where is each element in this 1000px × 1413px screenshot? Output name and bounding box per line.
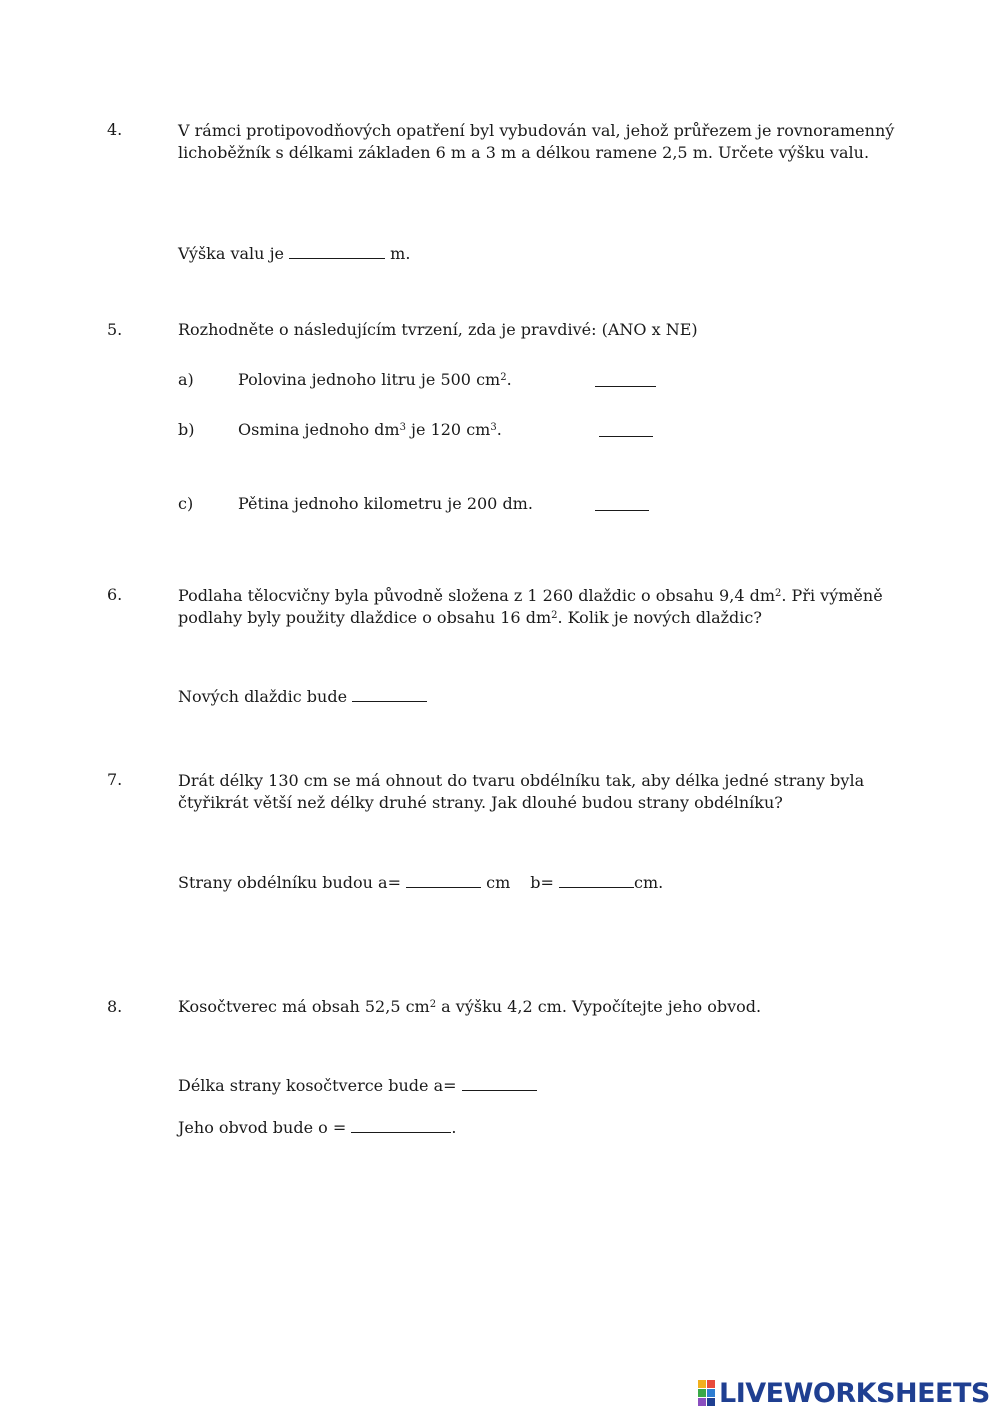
question-6-answer-blank[interactable] (352, 687, 427, 702)
question-6-line-2-part-1: podlahy byly použity dlaždice o obsahu 16 dm (178, 608, 552, 627)
question-6-line-2 (178, 607, 883, 629)
question-6-superscript-2: 2 (551, 610, 558, 621)
question-5c-statement: Pětina jednoho kilometru je 200 dm. (238, 494, 533, 513)
logo-block-4 (707, 1389, 715, 1397)
question-8-superscript: 2 (429, 999, 437, 1010)
question-4-answer-blank[interactable] (289, 244, 385, 259)
question-5c-label: c) (178, 494, 194, 513)
question-7-answer-b-label: b= (530, 873, 560, 892)
question-8-side-blank[interactable] (462, 1076, 537, 1091)
question-6-answer-label: Nových dlaždic bude (178, 687, 353, 706)
liveworksheets-logo (698, 1378, 990, 1408)
question-5a-label: a) (178, 370, 194, 389)
question-8-prompt-part-2: a výšku 4,2 cm. Vypočítejte jeho obvod. (436, 997, 762, 1016)
question-8-perimeter-blank[interactable] (351, 1118, 451, 1133)
question-4-number: 4. (107, 120, 123, 139)
question-5b-superscript-1: 3 (399, 422, 406, 433)
question-8-number: 8. (107, 997, 123, 1016)
question-4-text (178, 120, 894, 164)
question-5-prompt: Rozhodněte o následujícím tvrzení, zda je pravdivé: (ANO x NE) (178, 320, 698, 339)
question-6-answer (178, 687, 427, 706)
question-5a-superscript: 2 (500, 372, 507, 383)
question-5a-period: . (506, 370, 512, 389)
logo-block-1 (698, 1380, 706, 1388)
question-4-answer-unit: m. (385, 244, 411, 263)
question-5b-text (238, 420, 502, 439)
question-7-answer-b-unit: cm. (634, 873, 664, 892)
question-8-answer-perimeter (178, 1118, 456, 1137)
question-5c-answer-blank[interactable] (595, 496, 649, 511)
question-5a-answer-blank[interactable] (595, 372, 656, 387)
question-5b-superscript-2: 3 (490, 422, 497, 433)
question-8-perimeter-period: . (451, 1118, 457, 1137)
question-5b-statement-part-1: Osmina jednoho dm (238, 420, 400, 439)
question-5-number: 5. (107, 320, 123, 339)
question-6-text (178, 585, 883, 629)
question-7-number: 7. (107, 770, 123, 789)
question-7-answer-label: Strany obdélníku budou a= (178, 873, 407, 892)
question-4-line-2: lichoběžník s délkami základen 6 m a 3 m a délkou ramene 2,5 m. Určete výšku valu. (178, 143, 870, 162)
question-7-answer-a-blank[interactable] (406, 873, 481, 888)
question-6-line-1-part-1: Podlaha tělocvičny byla původně složena z 1 260 dlaždic o obsahu 9,4 dm (178, 586, 775, 605)
question-7-answer (178, 873, 663, 892)
logo-text: LIVEWORKSHEETS (719, 1377, 990, 1409)
question-4-answer (178, 244, 410, 263)
question-7-answer-b-blank[interactable] (559, 873, 634, 888)
question-4-answer-label: Výška valu je (178, 244, 290, 263)
logo-block-2 (707, 1380, 715, 1388)
question-5b-period: . (496, 420, 502, 439)
logo-block-3 (698, 1389, 706, 1397)
question-5a-text (238, 370, 512, 389)
question-6-line-2-part-2: . Kolik je nových dlaždic? (557, 608, 762, 627)
question-8-prompt (178, 997, 761, 1016)
question-5b-statement-part-2: je 120 cm (405, 420, 491, 439)
logo-block-6 (707, 1398, 715, 1406)
question-5b-answer-blank[interactable] (599, 422, 653, 437)
question-6-line-1 (178, 585, 883, 607)
question-7-answer-a-unit: cm (481, 873, 511, 892)
logo-block-5 (698, 1398, 706, 1406)
question-6-line-1-part-2: . Při výměně (781, 586, 883, 605)
question-7-text (178, 770, 864, 814)
question-5b-label: b) (178, 420, 195, 439)
question-7-line-1: Drát délky 130 cm se má ohnout do tvaru obdélníku tak, aby délka jedné strany byla (178, 771, 865, 790)
question-8-perimeter-label: Jeho obvod bude o = (178, 1118, 352, 1137)
question-7-line-2: čtyřikrát větší než délky druhé strany. Jak dlouhé budou strany obdélníku? (178, 793, 783, 812)
logo-blocks-icon (698, 1380, 715, 1406)
question-6-superscript-1: 2 (775, 588, 782, 599)
question-8-prompt-part-1: Kosočtverec má obsah 52,5 cm (178, 997, 430, 1016)
question-6-number: 6. (107, 585, 123, 604)
question-5a-statement: Polovina jednoho litru je 500 cm (238, 370, 501, 389)
question-8-side-label: Délka strany kosočtverce bude a= (178, 1076, 462, 1095)
question-8-answer-side (178, 1076, 537, 1095)
question-4-line-1: V rámci protipovodňových opatření byl vybudován val, jehož průřezem je rovnoramenný (178, 121, 895, 140)
